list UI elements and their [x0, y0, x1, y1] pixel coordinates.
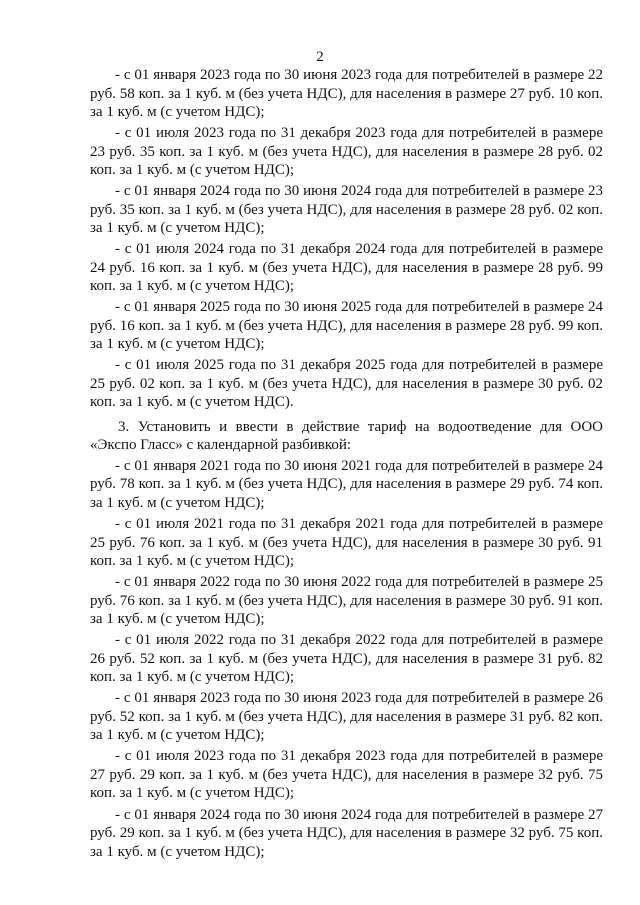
tariff-paragraph: - с 01 января 2023 года по 30 июня 2023 года для потребителей в размере 22 руб. 58 коп. за 1 куб. м (без учета НДС), для населения в размере 27 руб. 10 коп. за 1 куб. м (с учетом НДС); — [90, 67, 603, 120]
tariff-paragraph: - с 01 января 2021 года по 30 июня 2021 года для потребителей в размере 24 руб. 78 коп. за 1 куб. м (без учета НДС), для населения в размере 29 руб. 74 коп. за 1 куб. м (с учетом НДС); — [90, 457, 603, 511]
tariff-paragraph: - с 01 июля 2023 года по 31 декабря 2023 года для потребителей в размере 27 руб. 29 коп. за 1 куб. м (без учета НДС), для населения в размере 32 руб. 75 коп. за 1 куб. м (с учетом НДС); — [90, 748, 603, 802]
tariff-paragraph: - с 01 января 2022 года по 30 июня 2022 года для потребителей в размере 25 руб. 76 коп. за 1 куб. м (без учета НДС), для населения в размере 30 руб. 91 коп. за 1 куб. м (с учетом НДС); — [90, 574, 603, 628]
tariff-paragraph: - с 01 января 2023 года по 30 июня 2023 года для потребителей в размере 26 руб. 52 коп. за 1 куб. м (без учета НДС), для населения в размере 31 руб. 82 коп. за 1 куб. м (с учетом НДС); — [90, 690, 603, 744]
tariff-paragraph: - с 01 июля 2021 года по 31 декабря 2021 года для потребителей в размере 25 руб. 76 коп. за 1 куб. м (без учета НДС), для населения в размере 30 руб. 91 коп. за 1 куб. м (с учетом НДС); — [90, 516, 603, 570]
tariff-paragraph: - с 01 января 2024 года по 30 июня 2024 года для потребителей в размере 23 руб. 35 коп. за 1 куб. м (без учета НДС), для населения в размере 28 руб. 02 коп. за 1 куб. м (с учетом НДС); — [90, 183, 603, 237]
section-3-heading: 3. Установить и ввести в действие тариф на водоотведение для ООО «Экспо Гласс» с календарной разбивкой: — [90, 418, 603, 454]
tariff-paragraph: - с 01 января 2025 года по 30 июня 2025 года для потребителей в размере 24 руб. 16 коп. за 1 куб. м (без учета НДС), для населения в размере 28 руб. 99 коп. за 1 куб. м (с учетом НДС); — [90, 299, 603, 353]
tariff-paragraph: - с 01 июля 2022 года по 31 декабря 2022 года для потребителей в размере 26 руб. 52 коп. за 1 куб. м (без учета НДС), для населения в размере 31 руб. 82 коп. за 1 куб. м (с учетом НДС); — [90, 632, 603, 686]
tariff-paragraph: - с 01 июля 2024 года по 31 декабря 2024 года для потребителей в размере 24 руб. 16 коп. за 1 куб. м (без учета НДС), для населения в размере 28 руб. 99 коп. за 1 куб. м (с учетом НДС); — [90, 241, 603, 295]
page-number: 2 — [316, 49, 324, 65]
tariff-paragraph: - с 01 июля 2025 года по 31 декабря 2025 года для потребителей в размере 25 руб. 02 коп. за 1 куб. м (без учета НДС), для населения в размере 30 руб. 02 коп. за 1 куб. м (с учетом НДС). — [90, 357, 603, 411]
document-body — [90, 66, 603, 864]
tariff-paragraph: - с 01 июля 2023 года по 31 декабря 2023 года для потребителей в размере 23 руб. 35 коп. за 1 куб. м (без учета НДС), для населения в размере 28 руб. 02 коп. за 1 куб. м (с учетом НДС); — [90, 125, 603, 179]
tariff-paragraph: - с 01 января 2024 года по 30 июня 2024 года для потребителей в размере 27 руб. 29 коп. за 1 куб. м (без учета НДС), для населения в размере 32 руб. 75 коп. за 1 куб. м (с учетом НДС); — [90, 806, 603, 860]
